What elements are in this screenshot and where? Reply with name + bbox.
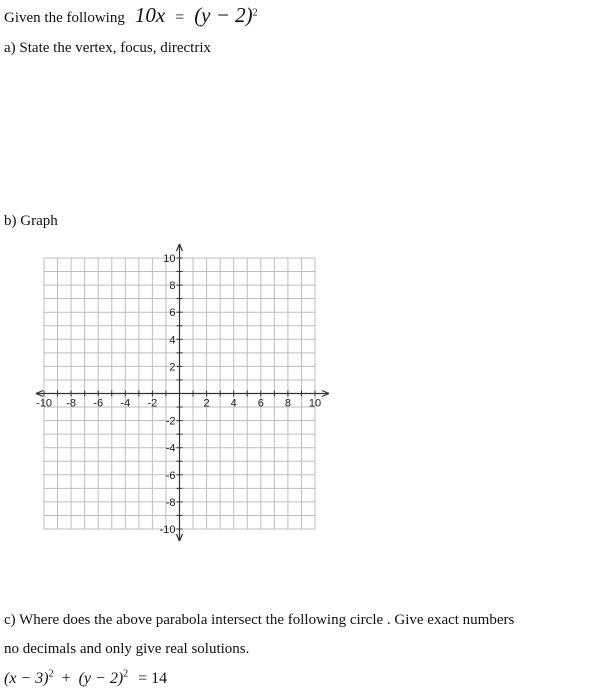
circle-term-x-exp: 2 [48,668,54,680]
x-tick-label: 10 [308,397,322,410]
intro-eq-lhs: 10x [134,3,166,27]
x-tick-label: 4 [230,397,237,410]
part-c-line2: no decimals and only give real solutions. [4,641,250,657]
x-tick-label: -4 [120,397,131,410]
y-tick-label: -4 [165,442,176,455]
intro-eq-exponent: 2 [252,7,258,19]
intro-lead: Given the following [4,10,125,26]
y-tick-label: 4 [169,334,176,347]
y-tick-label: -10 [159,524,176,536]
x-tick-label: 2 [203,397,210,410]
circle-rhs: = 14 [138,670,168,687]
circle-term-y: (y − 2) [78,670,124,687]
circle-equation [4,670,167,688]
intro-eq-equals: = [175,9,185,26]
circle-term-x: (x − 3) [4,670,49,687]
x-tick-label: -8 [66,397,76,410]
part-b-label: b) Graph [4,213,58,229]
y-tick-label: 8 [169,280,176,293]
axes [36,244,329,541]
part-c-line1: c) Where does the above parabola intersect the following circle . Give exact numbers [4,612,515,628]
y-tick-label: 2 [169,361,176,374]
x-tick-label: 6 [257,397,264,410]
y-tick-label: 10 [163,253,176,265]
y-tick-label: 6 [169,307,176,320]
y-tick-label: -8 [165,496,176,509]
x-tick-label: -10 [36,397,52,410]
circle-term-y-exp: 2 [123,668,129,680]
circle-plus: + [61,670,71,687]
x-tick-label: -6 [93,397,104,410]
intro-eq-rhs: (y − 2) [194,3,253,27]
tick-labels [36,253,321,536]
y-tick-label: -2 [165,415,176,428]
x-tick-label: 8 [284,397,291,410]
x-tick-label: -2 [147,397,158,410]
y-tick-label: -6 [165,469,176,482]
part-a-label: a) State the vertex, focus, directrix [4,40,211,56]
